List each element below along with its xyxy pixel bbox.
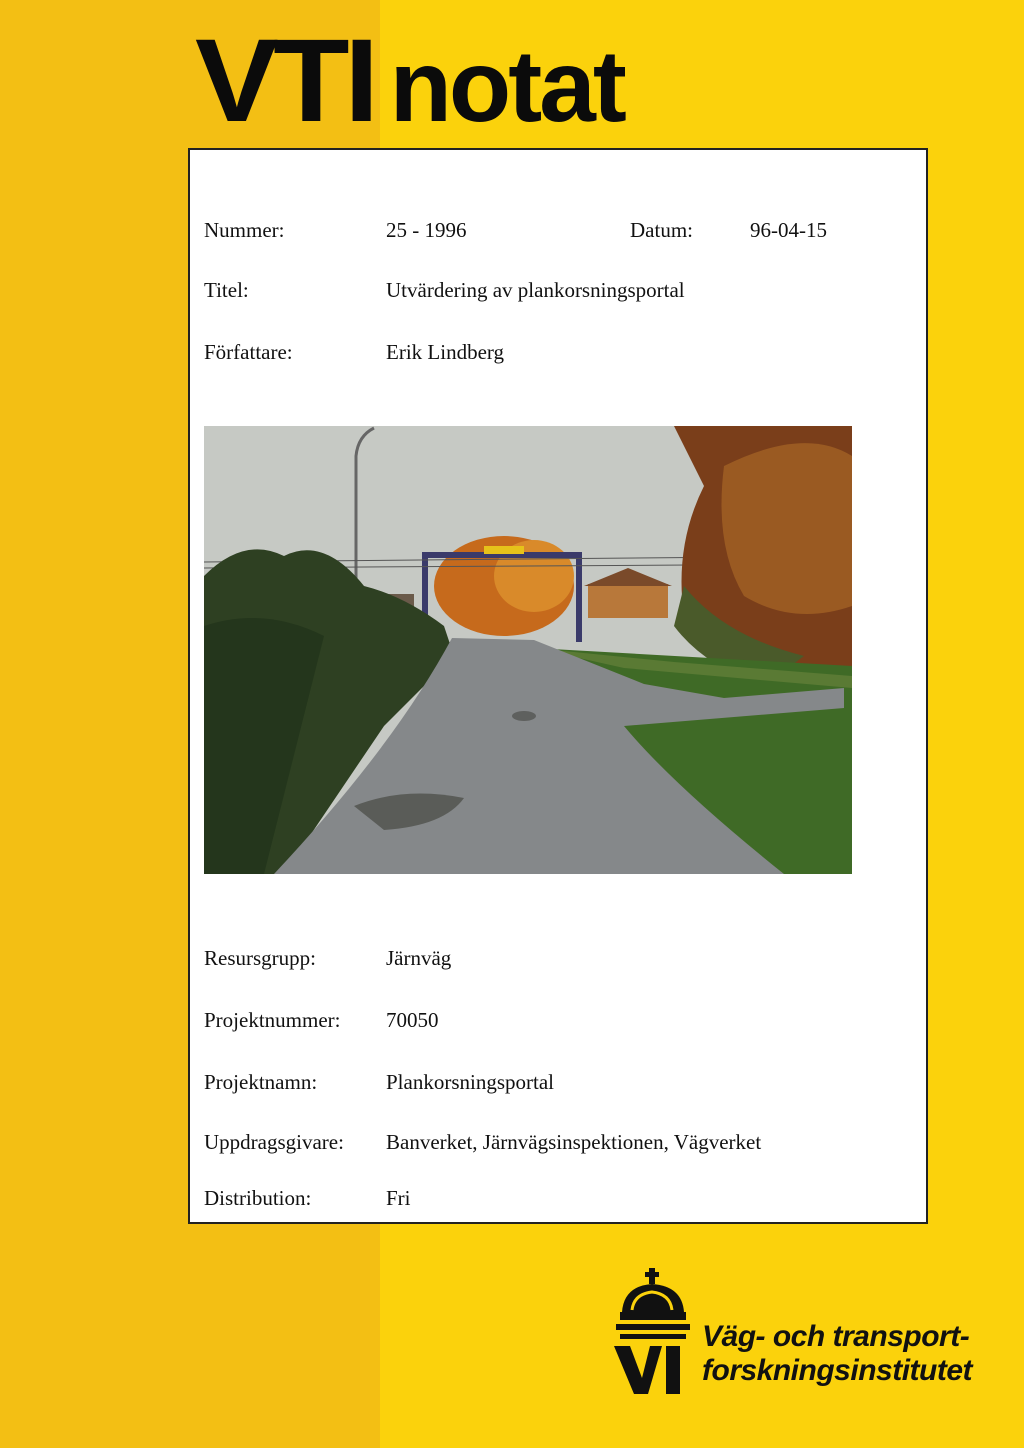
- projektnummer-value: 70050: [386, 1008, 439, 1032]
- institute-logo: [612, 1268, 973, 1398]
- uppdragsgivare-value: Banverket, Järnvägsinspektionen, Vägverket: [386, 1130, 762, 1154]
- forfattare-label: Författare:: [204, 340, 293, 364]
- uppdragsgivare-label: Uppdragsgivare:: [204, 1130, 344, 1154]
- masthead: [195, 15, 624, 147]
- railroad-crossing-photo: [204, 426, 852, 874]
- titel-value: Utvärdering av plankorsningsportal: [386, 278, 685, 302]
- titel-label: Titel:: [204, 278, 249, 302]
- datum-label: Datum:: [630, 218, 693, 242]
- resursgrupp-value: Järnväg: [386, 946, 452, 970]
- distribution-value: Fri: [386, 1186, 411, 1210]
- datum-value: 96-04-15: [750, 218, 827, 242]
- nummer-label: Nummer:: [204, 218, 285, 242]
- logo-text-line1: Väg- och transport-: [702, 1320, 970, 1353]
- projektnamn-value: Plankorsningsportal: [386, 1070, 554, 1094]
- nummer-value: 25 - 1996: [386, 218, 467, 242]
- info-panel: [188, 148, 928, 1224]
- masthead-brand: VTI: [195, 15, 374, 147]
- resursgrupp-label: Resursgrupp:: [204, 946, 316, 970]
- projektnamn-label: Projektnamn:: [204, 1070, 318, 1094]
- crown-icon: [612, 1268, 698, 1398]
- masthead-series: notat: [389, 29, 624, 143]
- logo-text-line2: forskningsinstitutet: [702, 1354, 973, 1387]
- distribution-label: Distribution:: [204, 1186, 312, 1210]
- cover-photo: [204, 426, 852, 874]
- projektnummer-label: Projektnummer:: [204, 1008, 341, 1032]
- forfattare-value: Erik Lindberg: [386, 340, 505, 364]
